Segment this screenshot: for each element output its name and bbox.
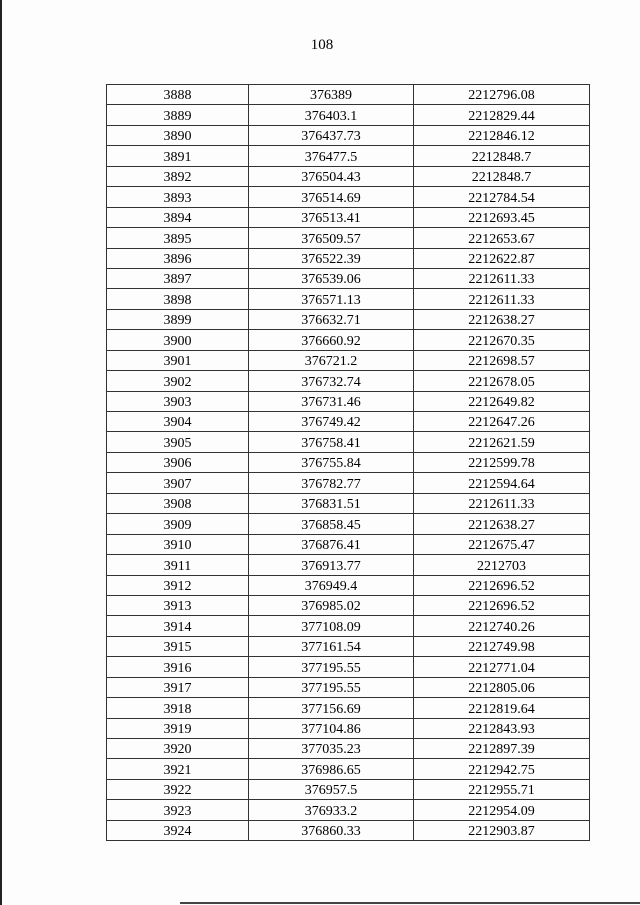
y-coordinate-cell: 2212696.52 <box>414 575 590 595</box>
point-number-cell: 3902 <box>107 371 249 391</box>
table-row <box>107 268 590 288</box>
x-coordinate-cell: 376913.77 <box>249 555 414 575</box>
table-row <box>107 350 590 370</box>
y-coordinate-cell: 2212942.75 <box>414 759 590 779</box>
x-coordinate-cell: 377161.54 <box>249 636 414 656</box>
table-row <box>107 555 590 575</box>
x-coordinate-cell: 376860.33 <box>249 820 414 840</box>
table-row <box>107 820 590 840</box>
point-number-cell: 3913 <box>107 595 249 615</box>
table-row <box>107 636 590 656</box>
table-row <box>107 166 590 186</box>
table-row <box>107 432 590 452</box>
page-bottom-rule <box>180 902 640 904</box>
table-row <box>107 228 590 248</box>
table-row <box>107 534 590 554</box>
x-coordinate-cell: 376509.57 <box>249 228 414 248</box>
y-coordinate-cell: 2212649.82 <box>414 391 590 411</box>
y-coordinate-cell: 2212903.87 <box>414 820 590 840</box>
table-row <box>107 85 590 105</box>
x-coordinate-cell: 376749.42 <box>249 412 414 432</box>
point-number-cell: 3905 <box>107 432 249 452</box>
y-coordinate-cell: 2212771.04 <box>414 657 590 677</box>
table-row <box>107 759 590 779</box>
x-coordinate-cell: 376437.73 <box>249 125 414 145</box>
x-coordinate-cell: 376782.77 <box>249 473 414 493</box>
y-coordinate-cell: 2212740.26 <box>414 616 590 636</box>
table-row <box>107 698 590 718</box>
x-coordinate-cell: 377195.55 <box>249 657 414 677</box>
x-coordinate-cell: 377108.09 <box>249 616 414 636</box>
point-number-cell: 3915 <box>107 636 249 656</box>
x-coordinate-cell: 376660.92 <box>249 330 414 350</box>
point-number-cell: 3923 <box>107 800 249 820</box>
table-row <box>107 514 590 534</box>
x-coordinate-cell: 376571.13 <box>249 289 414 309</box>
x-coordinate-cell: 376514.69 <box>249 187 414 207</box>
x-coordinate-cell: 376732.74 <box>249 371 414 391</box>
point-number-cell: 3903 <box>107 391 249 411</box>
table-row <box>107 575 590 595</box>
point-number-cell: 3900 <box>107 330 249 350</box>
x-coordinate-cell: 376755.84 <box>249 452 414 472</box>
point-number-cell: 3910 <box>107 534 249 554</box>
y-coordinate-cell: 2212955.71 <box>414 779 590 799</box>
x-coordinate-cell: 376731.46 <box>249 391 414 411</box>
table-row <box>107 330 590 350</box>
point-number-cell: 3896 <box>107 248 249 268</box>
point-number-cell: 3916 <box>107 657 249 677</box>
table-row <box>107 616 590 636</box>
y-coordinate-cell: 2212784.54 <box>414 187 590 207</box>
x-coordinate-cell: 376957.5 <box>249 779 414 799</box>
y-coordinate-cell: 2212796.08 <box>414 85 590 105</box>
y-coordinate-cell: 2212653.67 <box>414 228 590 248</box>
x-coordinate-cell: 376477.5 <box>249 146 414 166</box>
y-coordinate-cell: 2212621.59 <box>414 432 590 452</box>
y-coordinate-cell: 2212638.27 <box>414 309 590 329</box>
table-row <box>107 187 590 207</box>
y-coordinate-cell: 2212599.78 <box>414 452 590 472</box>
y-coordinate-cell: 2212805.06 <box>414 677 590 697</box>
y-coordinate-cell: 2212749.98 <box>414 636 590 656</box>
page-number: 108 <box>310 37 334 53</box>
y-coordinate-cell: 2212897.39 <box>414 739 590 759</box>
x-coordinate-cell: 376758.41 <box>249 432 414 452</box>
table-row <box>107 718 590 738</box>
table-row <box>107 677 590 697</box>
coordinates-table-body <box>107 85 590 841</box>
y-coordinate-cell: 2212954.09 <box>414 800 590 820</box>
point-number-cell: 3924 <box>107 820 249 840</box>
x-coordinate-cell: 377195.55 <box>249 677 414 697</box>
point-number-cell: 3906 <box>107 452 249 472</box>
table-row <box>107 493 590 513</box>
point-number-cell: 3922 <box>107 779 249 799</box>
table-row <box>107 595 590 615</box>
x-coordinate-cell: 376389 <box>249 85 414 105</box>
point-number-cell: 3888 <box>107 85 249 105</box>
y-coordinate-cell: 2212611.33 <box>414 268 590 288</box>
x-coordinate-cell: 376949.4 <box>249 575 414 595</box>
y-coordinate-cell: 2212698.57 <box>414 350 590 370</box>
point-number-cell: 3908 <box>107 493 249 513</box>
y-coordinate-cell: 2212848.7 <box>414 146 590 166</box>
point-number-cell: 3921 <box>107 759 249 779</box>
point-number-cell: 3899 <box>107 309 249 329</box>
point-number-cell: 3904 <box>107 412 249 432</box>
point-number-cell: 3898 <box>107 289 249 309</box>
y-coordinate-cell: 2212693.45 <box>414 207 590 227</box>
x-coordinate-cell: 376831.51 <box>249 493 414 513</box>
point-number-cell: 3918 <box>107 698 249 718</box>
table-row <box>107 207 590 227</box>
x-coordinate-cell: 376403.1 <box>249 105 414 125</box>
x-coordinate-cell: 376933.2 <box>249 800 414 820</box>
point-number-cell: 3909 <box>107 514 249 534</box>
x-coordinate-cell: 376858.45 <box>249 514 414 534</box>
y-coordinate-cell: 2212829.44 <box>414 105 590 125</box>
point-number-cell: 3914 <box>107 616 249 636</box>
table-row <box>107 657 590 677</box>
y-coordinate-cell: 2212622.87 <box>414 248 590 268</box>
table-row <box>107 371 590 391</box>
x-coordinate-cell: 376721.2 <box>249 350 414 370</box>
y-coordinate-cell: 2212594.64 <box>414 473 590 493</box>
table-row <box>107 391 590 411</box>
point-number-cell: 3890 <box>107 125 249 145</box>
x-coordinate-cell: 376632.71 <box>249 309 414 329</box>
y-coordinate-cell: 2212678.05 <box>414 371 590 391</box>
table-row <box>107 105 590 125</box>
point-number-cell: 3895 <box>107 228 249 248</box>
table-row <box>107 125 590 145</box>
point-number-cell: 3917 <box>107 677 249 697</box>
point-number-cell: 3893 <box>107 187 249 207</box>
x-coordinate-cell: 377035.23 <box>249 739 414 759</box>
x-coordinate-cell: 377104.86 <box>249 718 414 738</box>
x-coordinate-cell: 376513.41 <box>249 207 414 227</box>
y-coordinate-cell: 2212670.35 <box>414 330 590 350</box>
y-coordinate-cell: 2212703 <box>414 555 590 575</box>
coordinates-table <box>106 84 590 841</box>
point-number-cell: 3911 <box>107 555 249 575</box>
point-number-cell: 3901 <box>107 350 249 370</box>
table-row <box>107 146 590 166</box>
point-number-cell: 3912 <box>107 575 249 595</box>
y-coordinate-cell: 2212819.64 <box>414 698 590 718</box>
table-row <box>107 779 590 799</box>
x-coordinate-cell: 376876.41 <box>249 534 414 554</box>
x-coordinate-cell: 377156.69 <box>249 698 414 718</box>
point-number-cell: 3920 <box>107 739 249 759</box>
y-coordinate-cell: 2212843.93 <box>414 718 590 738</box>
point-number-cell: 3907 <box>107 473 249 493</box>
y-coordinate-cell: 2212846.12 <box>414 125 590 145</box>
table-row <box>107 289 590 309</box>
y-coordinate-cell: 2212611.33 <box>414 493 590 513</box>
y-coordinate-cell: 2212675.47 <box>414 534 590 554</box>
x-coordinate-cell: 376539.06 <box>249 268 414 288</box>
table-row <box>107 473 590 493</box>
table-row <box>107 739 590 759</box>
point-number-cell: 3919 <box>107 718 249 738</box>
table-row <box>107 309 590 329</box>
y-coordinate-cell: 2212638.27 <box>414 514 590 534</box>
table-row <box>107 800 590 820</box>
point-number-cell: 3894 <box>107 207 249 227</box>
y-coordinate-cell: 2212848.7 <box>414 166 590 186</box>
table-row <box>107 452 590 472</box>
y-coordinate-cell: 2212611.33 <box>414 289 590 309</box>
y-coordinate-cell: 2212647.26 <box>414 412 590 432</box>
table-row <box>107 412 590 432</box>
point-number-cell: 3892 <box>107 166 249 186</box>
point-number-cell: 3891 <box>107 146 249 166</box>
x-coordinate-cell: 376986.65 <box>249 759 414 779</box>
y-coordinate-cell: 2212696.52 <box>414 595 590 615</box>
x-coordinate-cell: 376985.02 <box>249 595 414 615</box>
table-row <box>107 248 590 268</box>
point-number-cell: 3889 <box>107 105 249 125</box>
x-coordinate-cell: 376522.39 <box>249 248 414 268</box>
point-number-cell: 3897 <box>107 268 249 288</box>
x-coordinate-cell: 376504.43 <box>249 166 414 186</box>
